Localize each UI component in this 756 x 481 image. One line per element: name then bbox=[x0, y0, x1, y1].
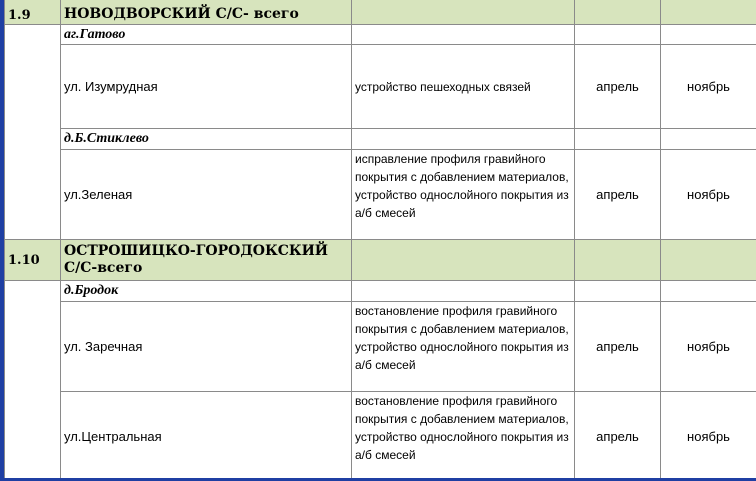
empty-cell bbox=[575, 129, 661, 150]
street-name: ул. Изумрудная bbox=[61, 45, 352, 129]
location-name: д.Бродок bbox=[61, 281, 352, 302]
street-name: ул.Зеленая bbox=[61, 150, 352, 240]
number-cell-empty bbox=[5, 25, 61, 240]
work-description: востановление профиля гравийного покрытия с добавлением материалов, устройство однослойного покрытия из а/б смесей bbox=[352, 302, 575, 392]
start-month: апрель bbox=[575, 45, 661, 129]
location-row bbox=[5, 25, 756, 45]
empty-cell bbox=[575, 281, 661, 302]
location-name: аг.Гатово bbox=[61, 25, 352, 45]
location-name: д.Б.Стиклево bbox=[61, 129, 352, 150]
location-row bbox=[5, 281, 756, 302]
section-title: НОВОДВОРСКИЙ С/С- всего bbox=[61, 0, 352, 25]
section-start-cell bbox=[575, 240, 661, 281]
section-row bbox=[5, 240, 756, 281]
empty-cell bbox=[661, 129, 756, 150]
section-work-cell bbox=[352, 0, 575, 25]
table-row bbox=[5, 150, 756, 240]
work-description: исправление профиля гравийного покрытия с добавлением материалов, устройство однослойного покрытия из а/б смесей bbox=[352, 150, 575, 240]
table-row bbox=[5, 45, 756, 129]
section-start-cell bbox=[575, 0, 661, 25]
table-row bbox=[5, 392, 756, 481]
empty-cell bbox=[661, 25, 756, 45]
street-name: ул.Центральная bbox=[61, 392, 352, 481]
empty-cell bbox=[352, 25, 575, 45]
start-month: апрель bbox=[575, 302, 661, 392]
section-row bbox=[5, 0, 756, 25]
empty-cell bbox=[352, 129, 575, 150]
street-name: ул. Заречная bbox=[61, 302, 352, 392]
section-number: 1.10 bbox=[5, 240, 61, 281]
section-work-cell bbox=[352, 240, 575, 281]
end-month: ноябрь bbox=[661, 392, 756, 481]
start-month: апрель bbox=[575, 150, 661, 240]
number-cell-empty bbox=[5, 281, 61, 481]
end-month: ноябрь bbox=[661, 302, 756, 392]
start-month: апрель bbox=[575, 392, 661, 481]
end-month: ноябрь bbox=[661, 150, 756, 240]
section-number: 1.9 bbox=[5, 0, 61, 25]
location-row bbox=[5, 129, 756, 150]
empty-cell bbox=[661, 281, 756, 302]
empty-cell bbox=[352, 281, 575, 302]
table-row bbox=[5, 302, 756, 392]
section-title: ОСТРОШИЦКО-ГОРОДОКСКИЙ С/С-всего bbox=[61, 240, 352, 281]
section-end-cell bbox=[661, 240, 756, 281]
work-description: востановление профиля гравийного покрытия с добавлением материалов, устройство однослойного покрытия из а/б смесей bbox=[352, 392, 575, 481]
work-description: устройство пешеходных связей bbox=[352, 45, 575, 129]
works-table bbox=[4, 0, 756, 481]
section-end-cell bbox=[661, 0, 756, 25]
end-month: ноябрь bbox=[661, 45, 756, 129]
empty-cell bbox=[575, 25, 661, 45]
